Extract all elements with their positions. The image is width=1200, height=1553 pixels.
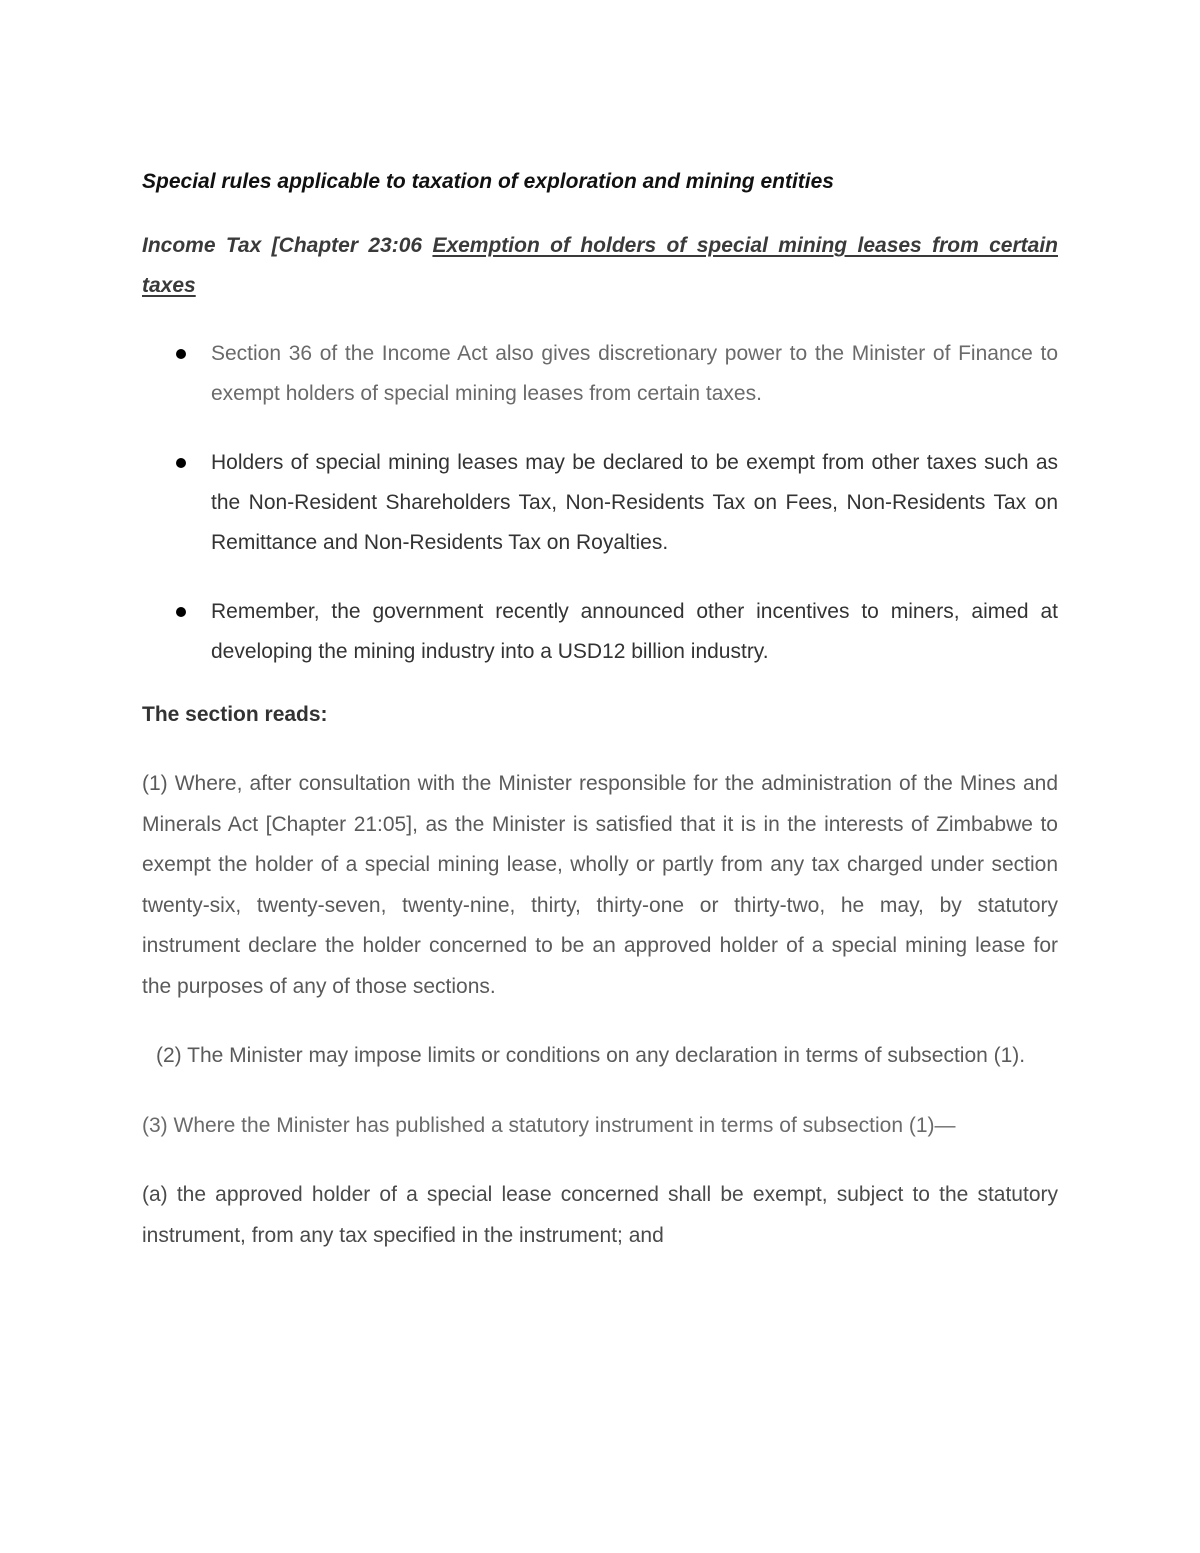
document-title: Special rules applicable to taxation of exploration and mining entities bbox=[142, 170, 834, 193]
bullet-text: Holders of special mining leases may be declared to be exempt from other taxes such as the Non-Resident Shareholders Tax, Non-Residents Tax on Fees, Non-Residents Tax on Remittance and Non-Residents Tax on Royalties. bbox=[211, 451, 1058, 554]
subsection-3a: (a) the approved holder of a special lease concerned shall be exempt, subject to the statutory instrument, from any tax specified in the instrument; and bbox=[142, 1183, 1058, 1247]
subsection-3: (3) Where the Minister has published a statutory instrument in terms of subsection (1)— bbox=[142, 1113, 956, 1137]
list-item bbox=[142, 592, 1058, 672]
subsection-2: (2) The Minister may impose limits or conditions on any declaration in terms of subsection (1). bbox=[156, 1044, 1026, 1067]
list-item bbox=[142, 443, 1058, 563]
subheading-prefix: Income Tax [Chapter 23:06 bbox=[142, 234, 433, 257]
section-reads-heading: The section reads: bbox=[142, 703, 328, 726]
bullet-list bbox=[142, 334, 1058, 672]
subheading-underlined: Exemption of holders of special mining leases from certain taxes bbox=[142, 234, 1058, 297]
subsection-1: (1) Where, after consultation with the Minister responsible for the administration of the Mines and Minerals Act [Chapter 21:05], as the Minister is satisfied that it is in the interests of Zimbabwe to exempt the holder of a special mining lease, wholly or partly from any tax charged under section twenty-six, twenty-seven, twenty-nine, thirty, thirty-one or thirty-two, he may, by statutory instrument declare the holder concerned to be an approved holder of a special mining lease for the purposes of any of those sections. bbox=[142, 772, 1058, 998]
bullet-icon bbox=[176, 349, 186, 359]
document-page bbox=[142, 160, 1058, 1256]
list-item bbox=[142, 334, 1058, 414]
bullet-text: Section 36 of the Income Act also gives discretionary power to the Minister of Finance to exempt holders of special mining leases from certain taxes. bbox=[211, 342, 1058, 405]
section-subheading bbox=[142, 226, 1058, 306]
bullet-text: Remember, the government recently announced other incentives to miners, aimed at developing the mining industry into a USD12 billion industry. bbox=[211, 600, 1058, 663]
bullet-icon bbox=[176, 607, 186, 617]
bullet-icon bbox=[176, 458, 186, 468]
